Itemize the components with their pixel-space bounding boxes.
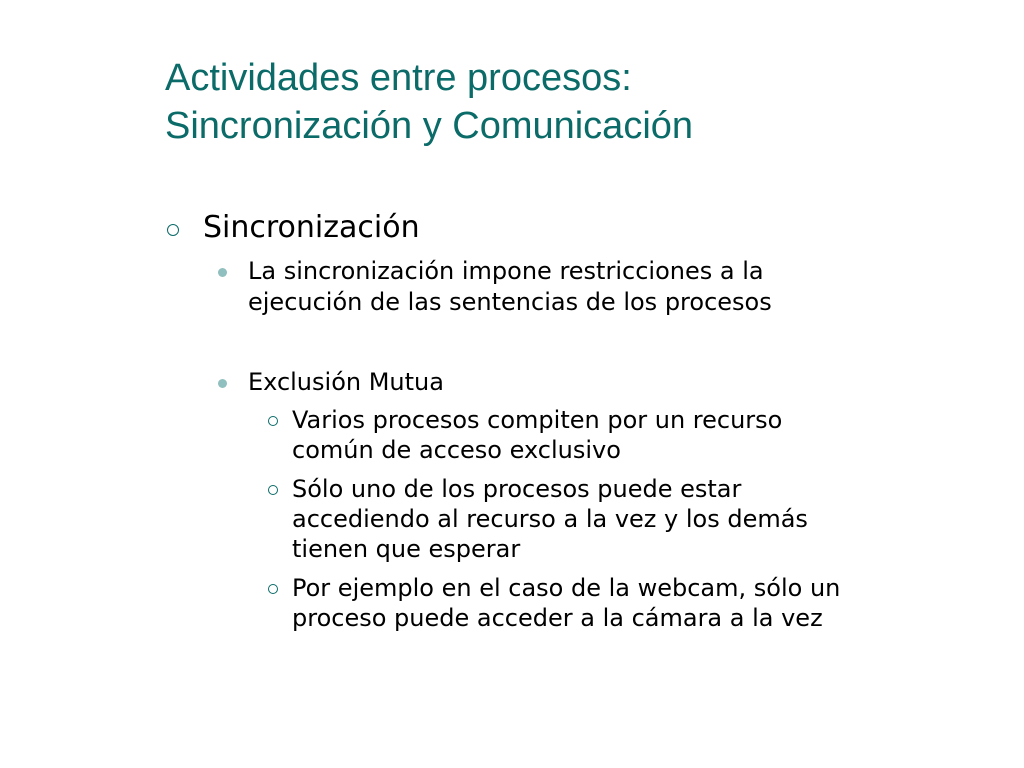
- bullet-text-line: común de acceso exclusivo: [292, 436, 621, 464]
- bullet-text-line: accediendo al recurso a la vez y los demás: [292, 505, 808, 533]
- bullet-text: [292, 405, 972, 465]
- bullet-text-line: Exclusión Mutua: [248, 368, 444, 396]
- bullet-text: Sincronización: [203, 210, 420, 245]
- bullet-text-line: Varios procesos compiten por un recurso: [292, 406, 783, 434]
- bullet-text-line: ejecución de las sentencias de los procesos: [248, 288, 772, 316]
- bullet-text-line: Por ejemplo en el caso de la webcam, sólo un: [292, 574, 841, 602]
- bullet-text: [292, 573, 972, 633]
- hollow-circle-bullet-icon: [268, 584, 278, 594]
- bullet-text: [248, 367, 948, 398]
- hollow-circle-bullet-icon: [268, 416, 278, 426]
- filled-circle-bullet-icon: [218, 268, 227, 277]
- filled-circle-bullet-icon: [218, 379, 227, 388]
- bullet-text-line: proceso puede acceder a la cámara a la vez: [292, 604, 823, 632]
- title-line: Sincronización y Comunicación: [165, 105, 694, 147]
- hollow-circle-bullet-icon: [268, 485, 278, 495]
- title-line: Actividades entre procesos:: [165, 57, 632, 99]
- bullet-text-line: Sólo uno de los procesos puede estar: [292, 475, 742, 503]
- bullet-text-line: tienen que esperar: [292, 535, 521, 563]
- bullet-text: [292, 474, 972, 564]
- bullet-text: [248, 256, 948, 318]
- bullet-text-line: La sincronización impone restricciones a la: [248, 257, 764, 285]
- hollow-circle-bullet-icon: [167, 224, 179, 236]
